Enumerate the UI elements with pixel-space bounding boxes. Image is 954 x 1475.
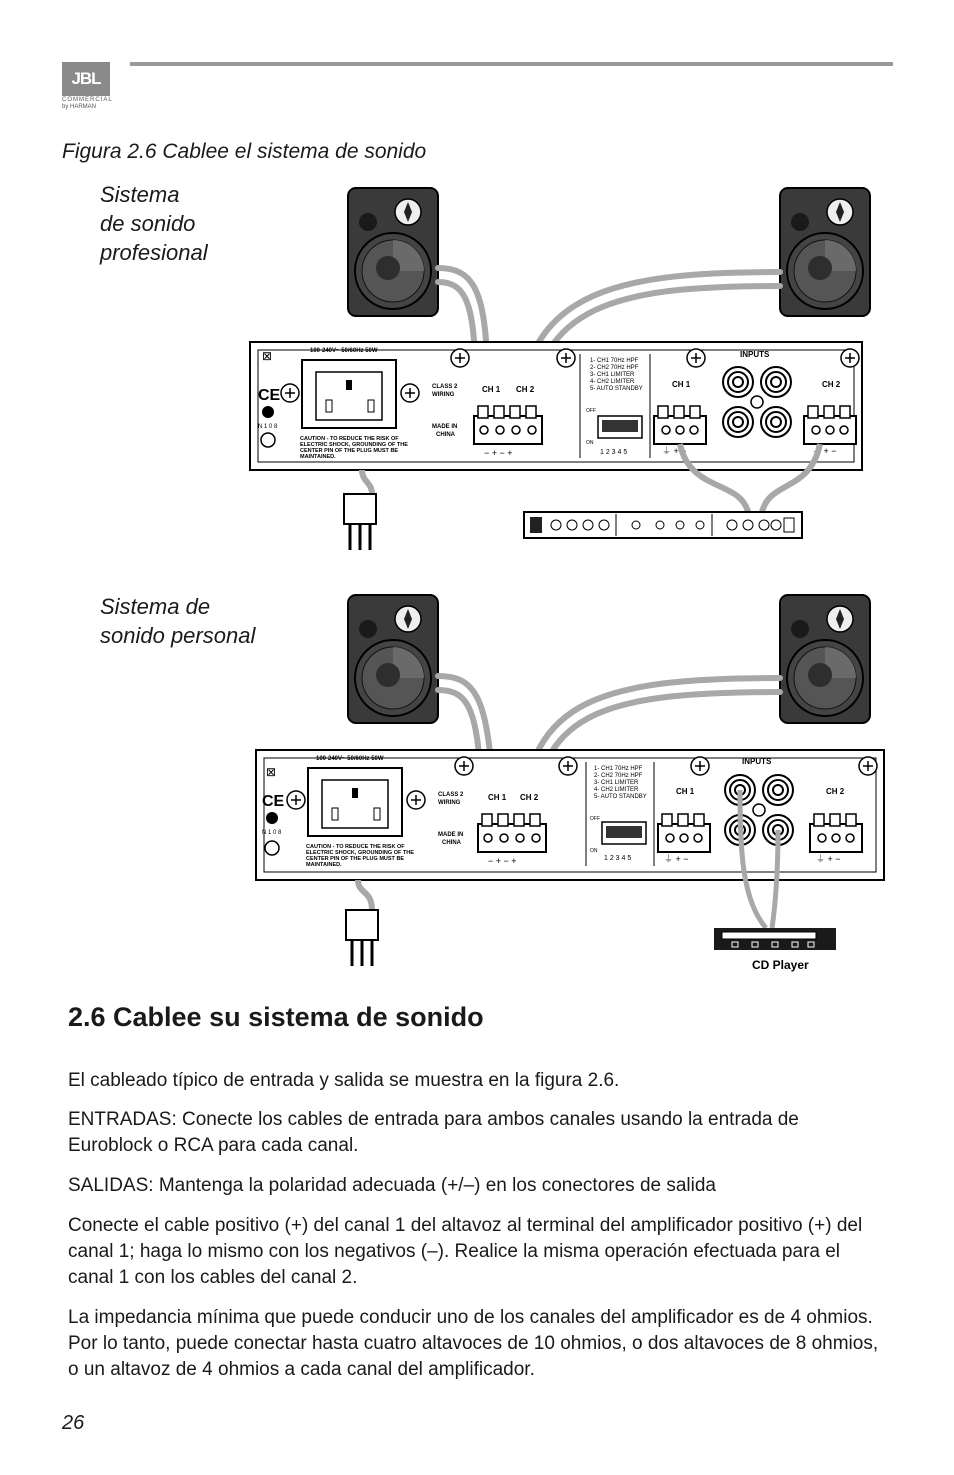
output-ch1-label: CH 1: [482, 385, 501, 394]
dip-label: 2- CH2 70Hz HPF: [590, 365, 639, 371]
speaker-left-personal: [348, 595, 438, 723]
screw-icon: [687, 349, 705, 367]
speaker-left-pro: [348, 188, 438, 316]
ce-mark-icon: CE: [262, 793, 285, 810]
caution-line: CENTER PIN OF THE PLUG MUST BE: [300, 448, 399, 454]
output-ch2-label: CH 2: [516, 385, 535, 394]
dip-label: 4- CH2 LIMITER: [590, 379, 635, 385]
screw-icon: [859, 757, 877, 775]
screw-icon: [287, 791, 305, 809]
dip-label: 3- CH1 LIMITER: [590, 372, 635, 378]
logo-harman: by HARMAN: [62, 104, 97, 110]
screw-icon: [455, 757, 473, 775]
input-euroblock-ch2: [804, 406, 856, 444]
screw-icon: [401, 384, 419, 402]
dip-on-label: ON: [590, 848, 598, 854]
input-polarity-label: ⏚ + −: [812, 446, 837, 456]
rca-input-jack: [723, 407, 753, 437]
speaker-right-personal: [780, 595, 870, 723]
screw-icon: [559, 757, 577, 775]
n108-label: N 1 0 8: [258, 424, 278, 430]
paragraph: SALIDAS: Mantenga la polaridad adecuada (+/–) en los conectores de salida: [68, 1175, 716, 1196]
dip-label: 5- AUTO STANDBY: [590, 386, 643, 392]
output-ch1-label: CH 1: [488, 793, 507, 802]
dip-label: 5- AUTO STANDBY: [594, 794, 647, 800]
caution-line: CAUTION - TO REDUCE THE RISK OF: [300, 436, 399, 442]
label-pro-line: Sistema: [100, 182, 180, 207]
class2-label: CLASS 2: [432, 384, 458, 390]
ctick-icon: [262, 406, 274, 418]
dip-off-label: OFF: [590, 816, 600, 822]
screw-icon: [281, 384, 299, 402]
class2-label: WIRING: [438, 800, 461, 806]
power-rating-label: 100-240V~ 50/60Hz 50W: [316, 756, 384, 762]
input-euroblock-ch1: [654, 406, 706, 444]
label-personal-line: Sistema de: [100, 594, 211, 619]
rca-input-jack: [761, 407, 791, 437]
paragraph: Conecte el cable positivo (+) del canal 1 del altavoz al terminal del amplificador positivo (+) del canal 1; haga lo mismo con los negativos (–). Realice la misma operación efectuada para el canal 1 con los cables del canal 2.: [68, 1215, 863, 1288]
input-ch1-label: CH 1: [676, 787, 695, 796]
speaker-right-pro: [780, 188, 870, 316]
rca-input-jack: [763, 775, 793, 805]
dip-label: 3- CH1 LIMITER: [594, 780, 639, 786]
made-in-label: CHINA: [442, 840, 461, 846]
screw-icon: [557, 349, 575, 367]
n108-label: N 1 0 8: [262, 830, 282, 836]
page-number: 26: [62, 1412, 85, 1434]
input-ch1-label: CH 1: [672, 380, 691, 389]
input-polarity-label: ⏚ + −: [664, 854, 689, 864]
power-plug-pro: [344, 494, 376, 550]
dip-label: 4- CH2 LIMITER: [594, 787, 639, 793]
weee-icon: ⊠: [262, 349, 273, 363]
label-pro-line: de sonido: [100, 211, 196, 236]
power-plug-personal: [346, 910, 378, 966]
screw-icon: [451, 349, 469, 367]
input-euroblock-ch2: [810, 814, 862, 852]
label-pro-line: profesional: [100, 240, 208, 265]
rca-input-jack: [723, 367, 753, 397]
input-polarity-label: ⏚ + −: [816, 854, 841, 864]
paragraph: El cableado típico de entrada y salida se muestra en la figura 2.6.: [68, 1070, 620, 1091]
made-in-label: MADE IN: [432, 424, 458, 430]
label-personal-line: sonido personal: [100, 623, 256, 648]
ce-mark-icon: CE: [258, 387, 281, 404]
dip-label: 2- CH2 70Hz HPF: [594, 773, 643, 779]
paragraph: La impedancia mínima que puede conducir uno de los canales del amplificador es de 4 ohmios. Por lo tanto, puede conectar hasta cuatro altavoces de 10 ohmios, o dos altavoces de 8 ohmios, o un altavoz de 4 ohmios a cada canal del amplificador.: [68, 1307, 879, 1380]
dip-label: 1- CH1 70Hz HPF: [594, 766, 643, 772]
output-ch2-label: CH 2: [520, 793, 539, 802]
input-ch2-label: CH 2: [826, 787, 845, 796]
class2-label: CLASS 2: [438, 792, 464, 798]
weee-icon: ⊠: [266, 765, 277, 779]
caution-line: MAINTAINED.: [300, 454, 336, 460]
input-polarity-label: ⏚ + −: [662, 446, 687, 456]
screw-icon: [407, 791, 425, 809]
dip-off-label: OFF: [586, 408, 596, 414]
dip-numbers: 1 2 3 4 5: [600, 449, 628, 456]
dip-numbers: 1 2 3 4 5: [604, 855, 632, 862]
jbl-logo-mark: JBL: [62, 62, 110, 96]
caution-line: MAINTAINED.: [306, 862, 342, 868]
output-polarity-label: − + − +: [484, 448, 513, 458]
class2-label: WIRING: [432, 392, 455, 398]
made-in-label: MADE IN: [438, 832, 464, 838]
inputs-label: INPUTS: [742, 757, 772, 766]
dip-on-label: ON: [586, 440, 594, 446]
logo-commercial: COMMERCIAL: [62, 97, 113, 103]
caution-line: CAUTION - TO REDUCE THE RISK OF: [306, 844, 405, 850]
caution-line: ELECTRIC SHOCK, GROUNDING OF THE: [300, 442, 408, 448]
input-euroblock-ch1: [658, 814, 710, 852]
output-polarity-label: − + − +: [488, 856, 517, 866]
ctick-icon: [266, 812, 278, 824]
rca-input-jack: [761, 367, 791, 397]
input-ch2-label: CH 2: [822, 380, 841, 389]
screw-icon: [841, 349, 859, 367]
caution-line: CENTER PIN OF THE PLUG MUST BE: [306, 856, 405, 862]
power-rating-label: 100-240V~ 50/60Hz 50W: [310, 348, 378, 354]
dip-label: 1- CH1 70Hz HPF: [590, 358, 639, 364]
made-in-label: CHINA: [436, 432, 455, 438]
caution-line: ELECTRIC SHOCK, GROUNDING OF THE: [306, 850, 414, 856]
section-title: 2.6 Cablee su sistema de sonido: [68, 1002, 484, 1032]
figure-caption: Figura 2.6 Cablee el sistema de sonido: [62, 140, 427, 163]
inputs-label: INPUTS: [740, 350, 770, 359]
paragraph: ENTRADAS: Conecte los cables de entrada para ambos canales usando la entrada de Euroblock o RCA para cada canal.: [68, 1109, 799, 1156]
cd-player-label: CD Player: [752, 958, 809, 972]
screw-icon: [691, 757, 709, 775]
